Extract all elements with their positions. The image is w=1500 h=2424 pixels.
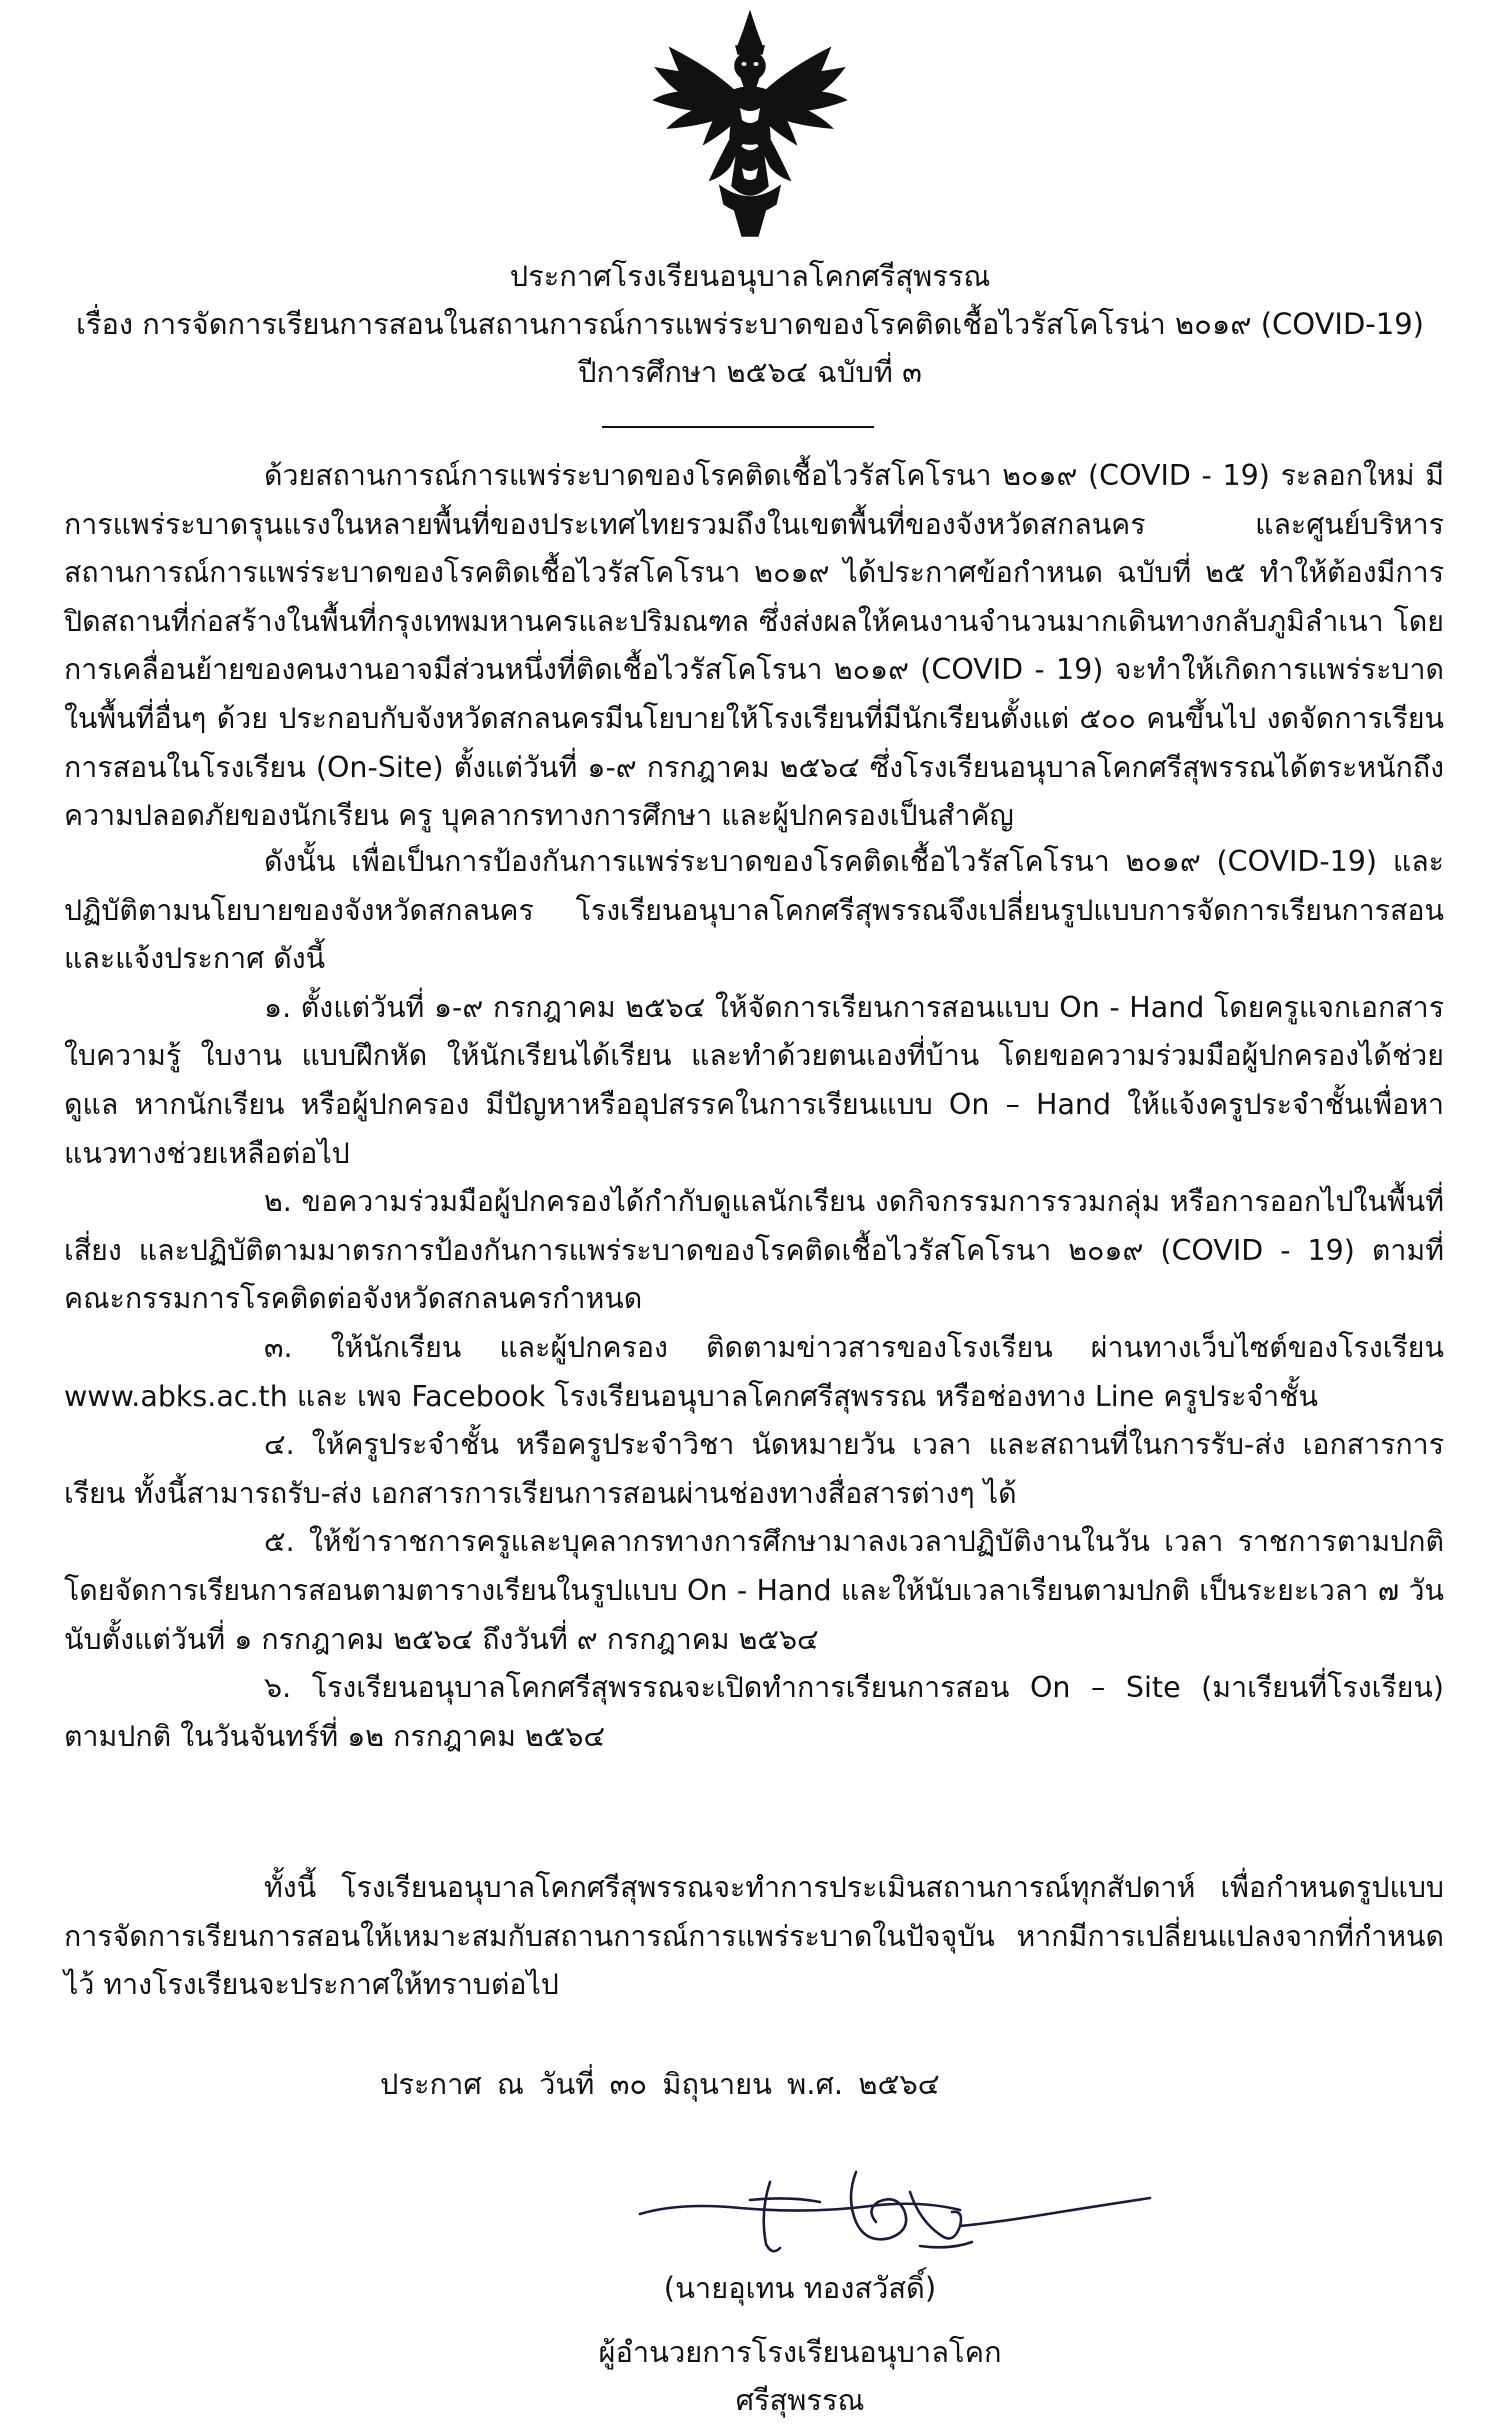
signer-name: (นายอุเทน ทองสวัสดิ์) bbox=[663, 2271, 937, 2305]
announcement-subject: เรื่อง การจัดการเรียนการสอนในสถานการณ์การแพร่ระบาดของโรคติดเชื้อไวรัสโคโรน่า ๒๐๑๙ (COVID-19) bbox=[76, 307, 1424, 341]
closing-paragraph: ทั้งนี้ โรงเรียนอนุบาลโคกศรีสุพรรณจะทำการประเมินสถานการณ์ทุกสัปดาห์ เพื่อกำหนดรูปแบบการจัดการเรียนการสอนให้เหมาะสมกับสถานการณ์การแพร่ระบาดในปัจจุบัน หากมีการเปลี่ยนแปลงจากที่กำหนดไว้ ทางโรงเรียนจะประกาศให้ทราบต่อไป bbox=[64, 1871, 1444, 2002]
measure-item-5: ๕. ให้ข้าราชการครูและบุคลากรทางการศึกษามาลงเวลาปฏิบัติงานในวัน เวลา ราชการตามปกติ โดยจัดการเรียนการสอนตามตารางเรียนในรูปแบบ On - Hand และให้นับเวลาเรียนตามปกติ เป็นระยะเวลา ๗ วัน นับตั้งแต่วันที่ ๑ กรกฎาคม ๒๕๖๔ ถึงวันที่ ๙ กรกฎาคม ๒๕๖๔ bbox=[64, 1525, 1444, 1656]
announcement-title: ประกาศโรงเรียนอนุบาลโคกศรีสุพรรณ bbox=[509, 259, 991, 293]
measure-item-2: ๒. ขอความร่วมมือผู้ปกครองได้กำกับดูแลนักเรียน งดกิจกรรมการรวมกลุ่ม หรือการออกไปในพื้นที่เสี่ยง และปฏิบัติตามมาตรการป้องกันการแพร่ระบาดของโรคติดเชื้อไวรัสโคโรนา ๒๐๑๙ (COVID - 19) ตามที่คณะกรรมการโรคติดต่อจังหวัดสกลนครกำหนด bbox=[64, 1185, 1444, 1316]
measure-item-1: ๑. ตั้งแต่วันที่ ๑-๙ กรกฎาคม ๒๕๖๔ ให้จัดการเรียนการสอนแบบ On - Hand โดยครูแจกเอกสารใบความรู้ ใบงาน แบบฝึกหัด ให้นักเรียนได้เรียน และทำด้วยตนเองที่บ้าน โดยขอความร่วมมือผู้ปกครองได้ช่วยดูแล หากนักเรียน หรือผู้ปกครอง มีปัญหาหรืออุปสรรคในการเรียนแบบ On – Hand ให้แจ้งครูประจำชั้นเพื่อหาแนวทางช่วยเหลือต่อไป bbox=[64, 990, 1444, 1170]
closing-paragraph-block bbox=[64, 1864, 1444, 2010]
garuda-emblem-icon bbox=[650, 8, 850, 238]
measures-intro-paragraph: ดังนั้น เพื่อเป็นการป้องกันการแพร่ระบาดของโรคติดเชื้อไวรัสโคโรนา ๒๐๑๙ (COVID-19) และปฏิบัติตามนโยบายของจังหวัดสกลนคร โรงเรียนอนุบาลโคกศรีสุพรรณจึงเปลี่ยนรูปแบบการจัดการเรียนการสอน และแจ้งประกาศ ดังนี้ bbox=[64, 845, 1444, 976]
measure-item-6: ๖. โรงเรียนอนุบาลโคกศรีสุพรรณจะเปิดทำการเรียนการสอน On – Site (มาเรียนที่โรงเรียน) ตามปกติ ในวันจันทร์ที่ ๑๒ กรกฎาคม ๒๕๖๔ bbox=[64, 1671, 1444, 1753]
signer-title: ผู้อำนวยการโรงเรียนอนุบาลโคกศรีสุพรรณ bbox=[598, 2335, 1002, 2417]
measure-item-3: ๓. ให้นักเรียน และผู้ปกครอง ติดตามข่าวสารของโรงเรียน ผ่านทางเว็บไซต์ของโรงเรียน www.abks.ac.th และ เพจ Facebook โรงเรียนอนุบาลโคกศรีสุพรรณ หรือช่องทาง Line ครูประจำชั้น bbox=[64, 1330, 1444, 1413]
measures-block bbox=[64, 838, 1444, 1761]
announcement-date: ประกาศ ณ วันที่ ๓๐ มิถุนายน พ.ศ. ๒๕๖๔ bbox=[380, 2067, 940, 2101]
title-divider bbox=[602, 426, 874, 428]
intro-paragraph-block bbox=[64, 452, 1444, 841]
measure-item-4: ๔. ให้ครูประจำชั้น หรือครูประจำวิชา นัดหมายวัน เวลา และสถานที่ในการรับ-ส่ง เอกสารการเรียน ทั้งนี้สามารถรับ-ส่ง เอกสารการเรียนการสอนผ่านช่องทางสื่อสารต่างๆ ได้ bbox=[64, 1428, 1444, 1510]
intro-paragraph: ด้วยสถานการณ์การแพร่ระบาดของโรคติดเชื้อไวรัสโคโรนา ๒๐๑๙ (COVID - 19) ระลอกใหม่ มีการแพร่ระบาดรุนแรงในหลายพื้นที่ของประเทศไทยรวมถึงในเขตพื้นที่ของจังหวัดสกลนคร และศูนย์บริหารสถานการณ์การแพร่ระบาดของโรคติดเชื้อไวรัสโคโรนา ๒๐๑๙ ได้ประกาศข้อกำหนด ฉบับที่ ๒๕ ทำให้ต้องมีการปิดสถานที่ก่อสร้างในพื้นที่กรุงเทพมหานครและปริมณฑล ซึ่งส่งผลให้คนงานจำนวนมากเดินทางกลับภูมิลำเนา โดยการเคลื่อนย้ายของคนงานอาจมีส่วนหนึ่งที่ติดเชื้อไวรัสโคโรนา ๒๐๑๙ (COVID - 19) จะทำให้เกิดการแพร่ระบาดในพื้นที่อื่นๆ ด้วย ประกอบกับจังหวัดสกลนครมีนโยบายให้โรงเรียนที่มีนักเรียนตั้งแต่ ๕๐๐ คนขึ้นไป งดจัดการเรียนการสอนในโรงเรียน (On-Site) ตั้งแต่วันที่ ๑-๙ กรกฎาคม ๒๕๖๔ ซึ่งโรงเรียนอนุบาลโคกศรีสุพรรณได้ตระหนักถึงความปลอดภัยของนักเรียน ครู บุคลากรทางการศึกษา และผู้ปกครองเป็นสำคัญ bbox=[64, 459, 1444, 833]
handwritten-signature-icon bbox=[620, 2152, 1160, 2262]
announcement-issue: ปีการศึกษา ๒๕๖๔ ฉบับที่ ๓ bbox=[578, 355, 922, 389]
